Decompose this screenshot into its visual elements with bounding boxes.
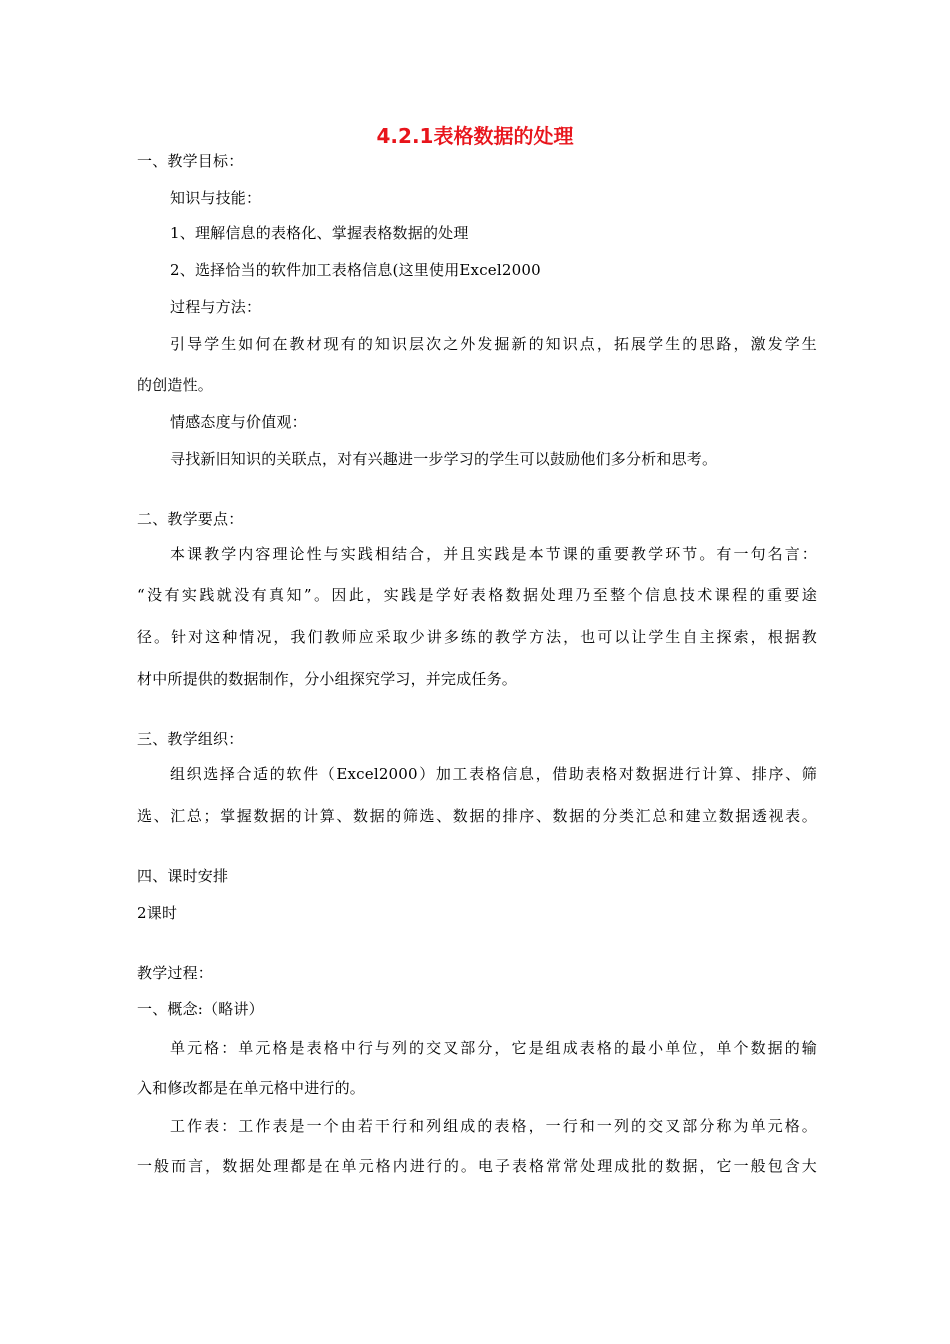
paragraph-line: 径。针对这种情况，我们教师应采取少讲多练的教学方法，也可以让学生自主探索，根据教	[137, 628, 817, 646]
section-heading-concepts: 一、概念:（略讲）	[137, 1000, 264, 1018]
paragraph-line: 入和修改都是在单元格中进行的。	[137, 1079, 366, 1097]
section-heading-organization: 三、教学组织：	[137, 730, 244, 748]
paragraph-line: 材中所提供的数据制作，分小组探究学习，并完成任务。	[137, 670, 518, 688]
paragraph-line: 本课教学内容理论性与实践相结合，并且实践是本节课的重要教学环节。有一句名言：	[170, 545, 817, 563]
subheading-process-method: 过程与方法：	[170, 298, 262, 316]
paragraph-line: 选、汇总；掌握数据的计算、数据的筛选、数据的排序、数据的分类汇总和建立数据透视表。	[137, 807, 817, 825]
paragraph-line: 寻找新旧知识的关联点，对有兴趣进一步学习的学生可以鼓励他们多分析和思考。	[170, 450, 718, 468]
section-heading-objectives: 一、教学目标：	[137, 152, 244, 170]
objective-item-2: 2、选择恰当的软件加工表格信息(这里使用Excel2000	[170, 261, 541, 279]
paragraph-line: 工作表：工作表是一个由若干行和列组成的表格，一行和一列的交叉部分称为单元格。	[170, 1117, 817, 1135]
subheading-attitude-values: 情感态度与价值观：	[170, 413, 307, 431]
document-title: 4.2.1表格数据的处理	[376, 124, 574, 148]
paragraph-line: 的创造性。	[137, 376, 214, 394]
subheading-knowledge-skills: 知识与技能：	[170, 189, 262, 207]
objective-item-1: 1、理解信息的表格化、掌握表格数据的处理	[170, 224, 469, 242]
paragraph-line: “没有实践就没有真知”。因此，实践是学好表格数据处理乃至整个信息技术课程的重要途	[137, 586, 817, 604]
paragraph-line: 组织选择合适的软件（Excel2000）加工表格信息，借助表格对数据进行计算、排序、筛	[170, 765, 817, 783]
heading-teaching-process: 教学过程：	[137, 964, 214, 982]
paragraph-line: 引导学生如何在教材现有的知识层次之外发掘新的知识点，拓展学生的思路，激发学生	[170, 335, 817, 353]
section-heading-key-points: 二、教学要点：	[137, 510, 244, 528]
paragraph-line: 单元格：单元格是表格中行与列的交叉部分，它是组成表格的最小单位，单个数据的输	[170, 1039, 817, 1057]
paragraph-line: 一般而言，数据处理都是在单元格内进行的。电子表格常常处理成批的数据，它一般包含大	[137, 1157, 817, 1175]
section-heading-schedule: 四、课时安排	[137, 867, 229, 885]
schedule-value: 2课时	[137, 904, 178, 922]
